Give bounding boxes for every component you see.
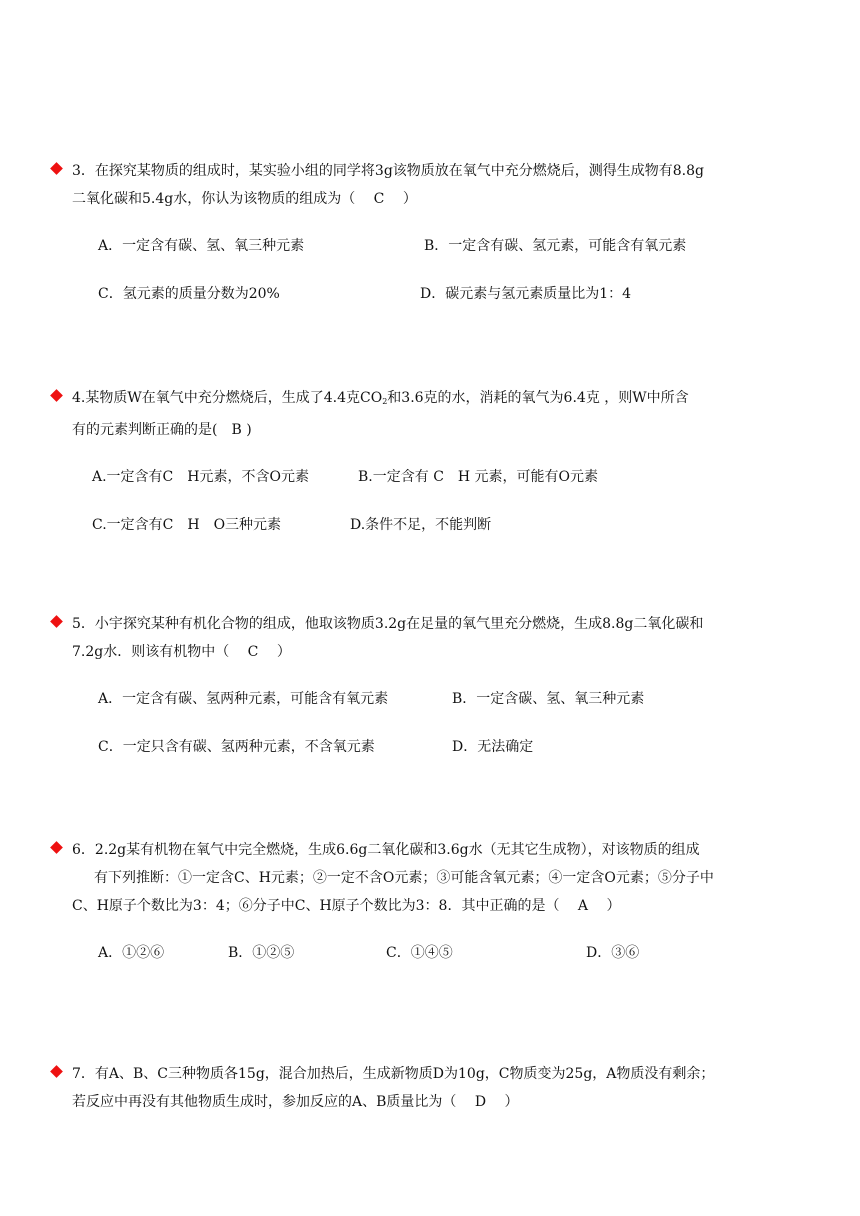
option-b: B.一定含有 C H 元素，可能有O元素 [358, 469, 599, 485]
question-7 [72, 1060, 802, 1116]
diamond-bullet-icon [50, 1065, 63, 1078]
option-c: C.一定含有C H O三种元素 [92, 517, 282, 533]
option-b: B．一定含有碳、氢元素，可能含有氧元素 [424, 238, 687, 254]
option-a: A.一定含有C H元素，不含O元素 [92, 469, 309, 485]
options-row [72, 736, 802, 762]
options-row [72, 466, 802, 492]
question-6 [72, 836, 802, 968]
option-b: B．①②⑤ [228, 945, 295, 961]
diamond-bullet-icon [50, 389, 63, 402]
question-stem: 6．2.2g某有机物在氧气中完全燃烧，生成6.6g二氧化碳和3.6g水（无其它生成物），对该物质的组成 有下列推断：①一定含C、H元素；②一定不含O元素；③可能含氧元素；④一定含O元素；⑤分子中 C、H原子个数比为3：4；⑥分子中C、H原子个数比为3：8．其中正确的是（ A ） [72, 842, 714, 914]
option-d: D．碳元素与氢元素质量比为1：4 [420, 286, 632, 302]
option-a: A．一定含有碳、氢两种元素，可能含有氧元素 [98, 691, 389, 707]
option-c: C．氢元素的质量分数为20% [98, 286, 280, 302]
option-d: D．③⑥ [586, 945, 640, 961]
options-row [72, 514, 802, 540]
options-row [72, 942, 802, 968]
option-c: C．①④⑤ [386, 945, 453, 961]
option-d: D．无法确定 [452, 739, 534, 755]
options-row [72, 235, 802, 261]
question-5 [72, 610, 802, 762]
question-stem: 3．在探究某物质的组成时，某实验小组的同学将3g该物质放在氧气中充分燃烧后，测得生成物有8.8g 二氧化碳和5.4g水，你认为该物质的组成为（ C ） [72, 163, 705, 207]
option-a: A．一定含有碳、氢、氧三种元素 [98, 238, 305, 254]
options-row [72, 688, 802, 714]
question-4 [72, 384, 802, 540]
option-d: D.条件不足，不能判断 [350, 517, 492, 533]
question-3 [72, 157, 802, 309]
diamond-bullet-icon [50, 162, 63, 175]
diamond-bullet-icon [50, 841, 63, 854]
diamond-bullet-icon [50, 615, 63, 628]
option-b: B．一定含碳、氢、氧三种元素 [452, 691, 645, 707]
option-c: C．一定只含有碳、氢两种元素，不含氧元素 [98, 739, 375, 755]
question-stem: 4.某物质W在氧气中充分燃烧后，生成了4.4克$CO_2$和3.6克的水，消耗的氧气为6.4克 ，则W中所含 有的元素判断正确的是( B ) [72, 390, 689, 438]
question-stem: 5．小宇探究某种有机化合物的组成，他取该物质3.2g在足量的氧气里充分燃烧，生成8.8g二氧化碳和 7.2g水．则该有机物中（ C ） [72, 616, 704, 660]
option-a: A．①②⑥ [98, 945, 165, 961]
question-stem: 7．有A、B、C三种物质各15g，混合加热后，生成新物质D为10g，C物质变为25g，A物质没有剩余； 若反应中再没有其他物质生成时，参加反应的A、B质量比为（ D ） [72, 1066, 715, 1110]
options-row [72, 283, 802, 309]
